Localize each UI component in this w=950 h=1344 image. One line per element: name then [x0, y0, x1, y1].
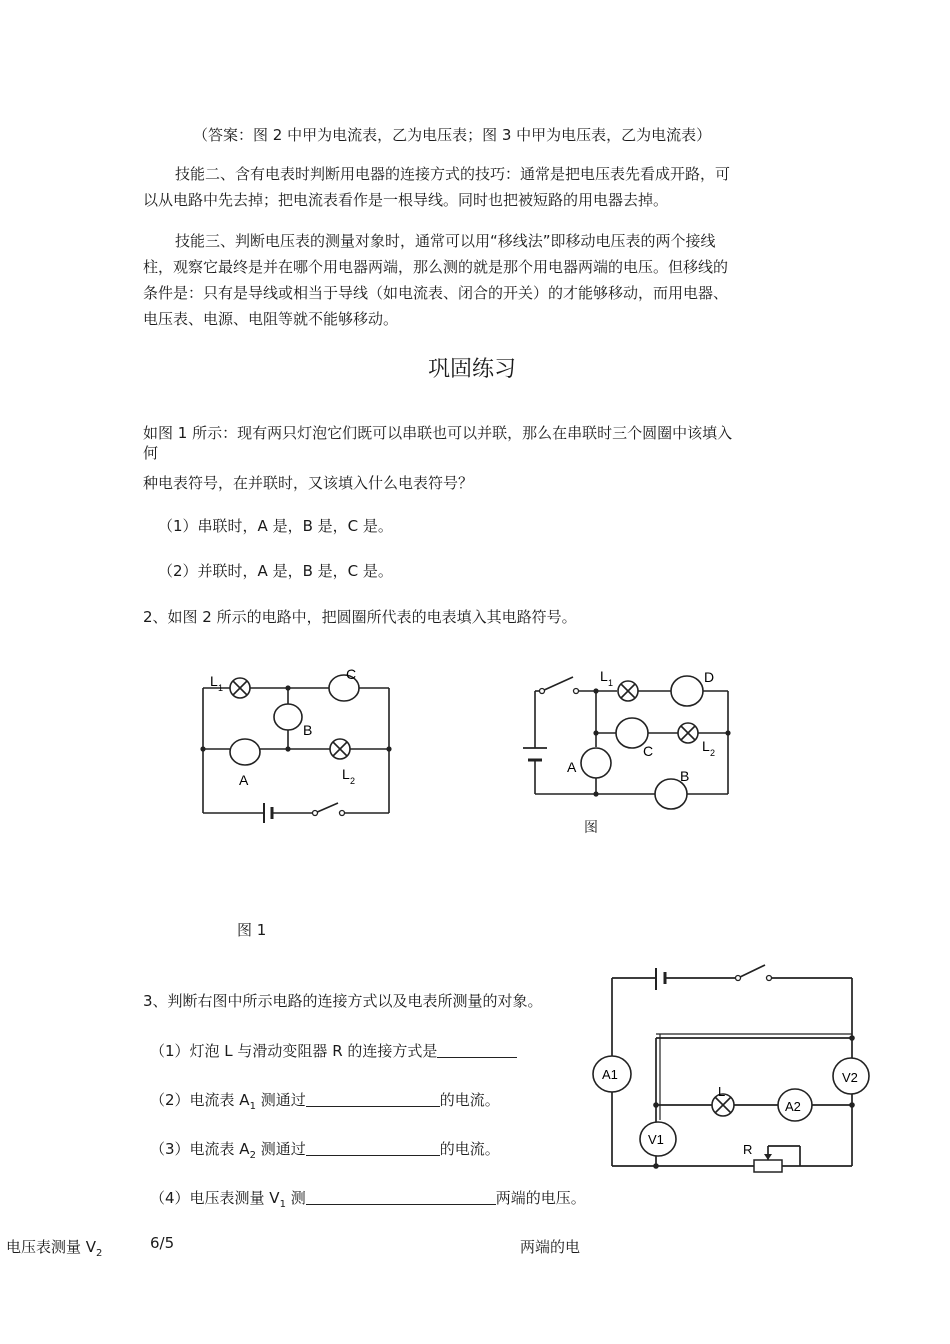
figure1-meter-b: [274, 704, 302, 730]
q3-text: 3、判断右图中所示电路的连接方式以及电表所测量的对象。: [143, 992, 543, 1010]
figure2-label-d: D: [704, 669, 715, 685]
footer-left-text: [6, 1236, 102, 1256]
figure3-label-a1: A1: [602, 1067, 618, 1082]
figure3-rheostat-arrow: [764, 1154, 772, 1160]
skill2-line1: 技能二、含有电表时判断用电器的连接方式的技巧：通常是把电压表先看成开路，可: [175, 165, 731, 183]
q1-answer2: （2）并联时，A 是，B 是，C 是。: [158, 562, 393, 580]
skill2-line2: 以从电路中先去掉；把电流表看作是一根导线。同时也把被短路的用电器去掉。: [143, 191, 669, 209]
figure3-circuit: [588, 960, 878, 1180]
q3-part2-end: 的电流。: [439, 1091, 500, 1109]
q3-part4-end: 两端的电压。: [495, 1189, 586, 1207]
q3-part1: [150, 1038, 517, 1064]
skill3-line2: 柱，观察它最终是并在哪个用电器两端，那么测的就是那个用电器两端的电压。但移线的: [143, 258, 729, 276]
figure2-label-l2-sub: 2: [710, 748, 716, 758]
figure1-label-a: A: [239, 772, 249, 788]
q3-part4-text: （4）电压表测量 V: [150, 1189, 280, 1207]
figure2-caption: 图: [584, 820, 598, 836]
figure1-label-l1-sub: 1: [218, 683, 224, 693]
q3-part1-text: （1）灯泡 L 与滑动变阻器 R 的连接方式是: [150, 1042, 438, 1060]
figure2-lamp-l1: [618, 681, 638, 701]
footer-left-main: 电压表测量 V: [6, 1238, 97, 1256]
skill3-line1: 技能三、判断电压表的测量对象时，通常可以用“移线法”即移动电压表的两个接线: [175, 232, 716, 250]
figure2-lamp-l2: [678, 723, 698, 743]
figure2-label-l1: L: [600, 668, 608, 684]
q3-part4-sub: 1: [279, 1199, 286, 1210]
q3-part3: [150, 1136, 500, 1169]
figure1-meter-a: [230, 739, 260, 765]
q3-part2-mid: 测通过: [255, 1091, 306, 1109]
q3-part4-mid: 测: [285, 1189, 306, 1207]
q2-text: 2、如图 2 所示的电路中，把圆圈所代表的电表填入其电路符号。: [143, 608, 577, 626]
figure2-circuit: [520, 664, 735, 824]
footer-page-number: 6/5: [150, 1234, 175, 1252]
figure1-label-b: B: [303, 722, 313, 738]
q1-line1: 如图 1 所示：现有两只灯泡它们既可以串联也可以并联，那么在串联时三个圆圈中该填入: [143, 424, 733, 442]
figure3-rheostat: [754, 1160, 782, 1172]
q1-answer1: （1）串联时，A 是，B 是，C 是。: [158, 517, 393, 535]
q1-line3: 种电表符号，在并联时，又该填入什么电表符号？: [143, 474, 474, 492]
figure2-label-l1-sub: 1: [608, 678, 614, 688]
figure1-lamp-l2: [330, 739, 350, 759]
q3-part3-end: 的电流。: [439, 1140, 500, 1158]
figure2-label-a: A: [567, 759, 577, 775]
q3-part4-blank[interactable]: [306, 1188, 496, 1205]
figure1-lamp-l1: [230, 678, 250, 698]
figure1-label-l2: L: [342, 766, 350, 782]
q3-part2: [150, 1087, 500, 1120]
section-title: 巩固练习: [428, 357, 517, 382]
q3-part3-mid: 测通过: [255, 1140, 306, 1158]
skill3-line3: 条件是：只有是导线或相当于导线（如电流表、闭合的开关）的才能够移动，而用电器、: [143, 284, 729, 302]
figure3-label-v1: V1: [648, 1132, 664, 1147]
q3-part3-sub: 2: [249, 1150, 256, 1161]
figure3-label-v2: V2: [842, 1070, 858, 1085]
figure3-label-r: R: [743, 1142, 753, 1157]
figure2-meter-a: [581, 748, 611, 778]
q3-part1-blank[interactable]: [437, 1041, 517, 1058]
footer-left-sub: 2: [96, 1248, 103, 1256]
figure1-label-c: C: [346, 666, 357, 682]
figure2-label-l2: L: [702, 738, 710, 754]
q3-part2-blank[interactable]: [306, 1090, 440, 1107]
figure2-label-c: C: [643, 743, 654, 759]
q3-part2-sub: 1: [249, 1101, 256, 1112]
figure2-meter-d: [671, 676, 703, 706]
footer-right-text: 两端的电: [520, 1238, 581, 1256]
q3-part4: [150, 1185, 586, 1218]
figure3-label-a2: A2: [785, 1099, 801, 1114]
figure1-label-l1: L: [210, 673, 218, 689]
q1-line2: 何: [143, 444, 159, 462]
figure1-label-l2-sub: 2: [350, 776, 356, 786]
figure2-label-b: B: [680, 768, 690, 784]
q3-part3-text: （3）电流表 A: [150, 1140, 250, 1158]
figure3-label-l: L: [718, 1084, 726, 1099]
figure1-circuit: [190, 660, 400, 830]
answer-note: （答案：图 2 中甲为电流表，乙为电压表；图 3 中甲为电压表，乙为电流表）: [193, 126, 712, 144]
skill3-line4: 电压表、电源、电阻等就不能够移动。: [143, 310, 399, 328]
figure1-caption: 图 1: [237, 921, 267, 939]
q3-part2-text: （2）电流表 A: [150, 1091, 250, 1109]
q3-part3-blank[interactable]: [306, 1139, 440, 1156]
